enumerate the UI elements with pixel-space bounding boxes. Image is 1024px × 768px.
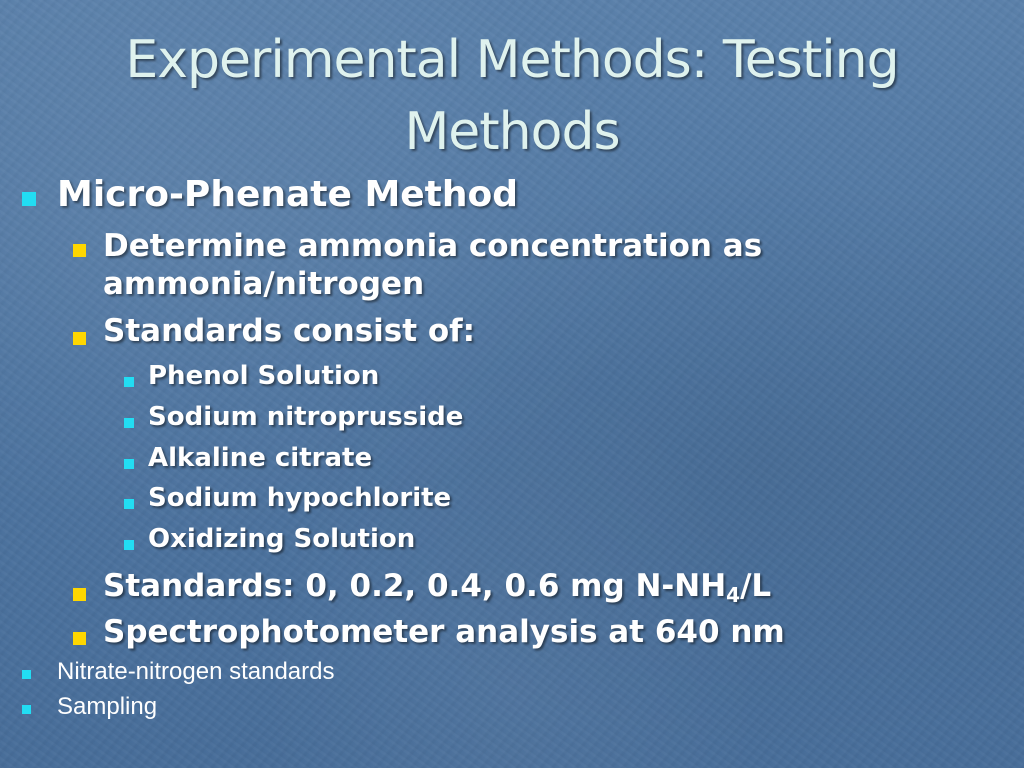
square-bullet-icon (124, 377, 134, 387)
square-bullet-icon (124, 499, 134, 509)
bullet-text: Sodium nitroprusside (148, 402, 464, 432)
standards-unit: /L (740, 568, 772, 604)
bullet-text: Sodium hypochlorite (148, 483, 452, 513)
square-bullet-icon (124, 459, 134, 469)
bullet-text: Determine ammonia concentration as (103, 228, 763, 264)
bullet-text: Standards consist of: (103, 313, 476, 349)
bullet-text: Spectrophotometer analysis at 640 nm (103, 614, 785, 650)
square-bullet-icon (124, 418, 134, 428)
slide-title: Experimental Methods: Testing Methods (125, 30, 899, 162)
bullet-text (103, 568, 772, 607)
bullet-text-continued: ammonia/nitrogen (103, 266, 425, 302)
square-bullet-icon (22, 705, 31, 714)
bullet-text: Micro-Phenate Method (57, 174, 519, 215)
bullet-text: Nitrate-nitrogen standards (57, 658, 335, 685)
subscript: 4 (726, 583, 741, 607)
square-bullet-icon (73, 244, 86, 257)
square-bullet-icon (124, 540, 134, 550)
square-bullet-icon (73, 332, 86, 345)
bullet-text: Oxidizing Solution (148, 524, 416, 554)
square-bullet-icon (22, 670, 31, 679)
square-bullet-icon (73, 632, 86, 645)
square-bullet-icon (22, 192, 36, 206)
bullet-text: Phenol Solution (148, 361, 380, 391)
square-bullet-icon (73, 588, 86, 601)
bullet-text: Alkaline citrate (148, 443, 373, 473)
bullet-text: Sampling (57, 693, 158, 720)
standards-text: Standards: 0, 0.2, 0.4, 0.6 mg N-NH (103, 568, 727, 604)
